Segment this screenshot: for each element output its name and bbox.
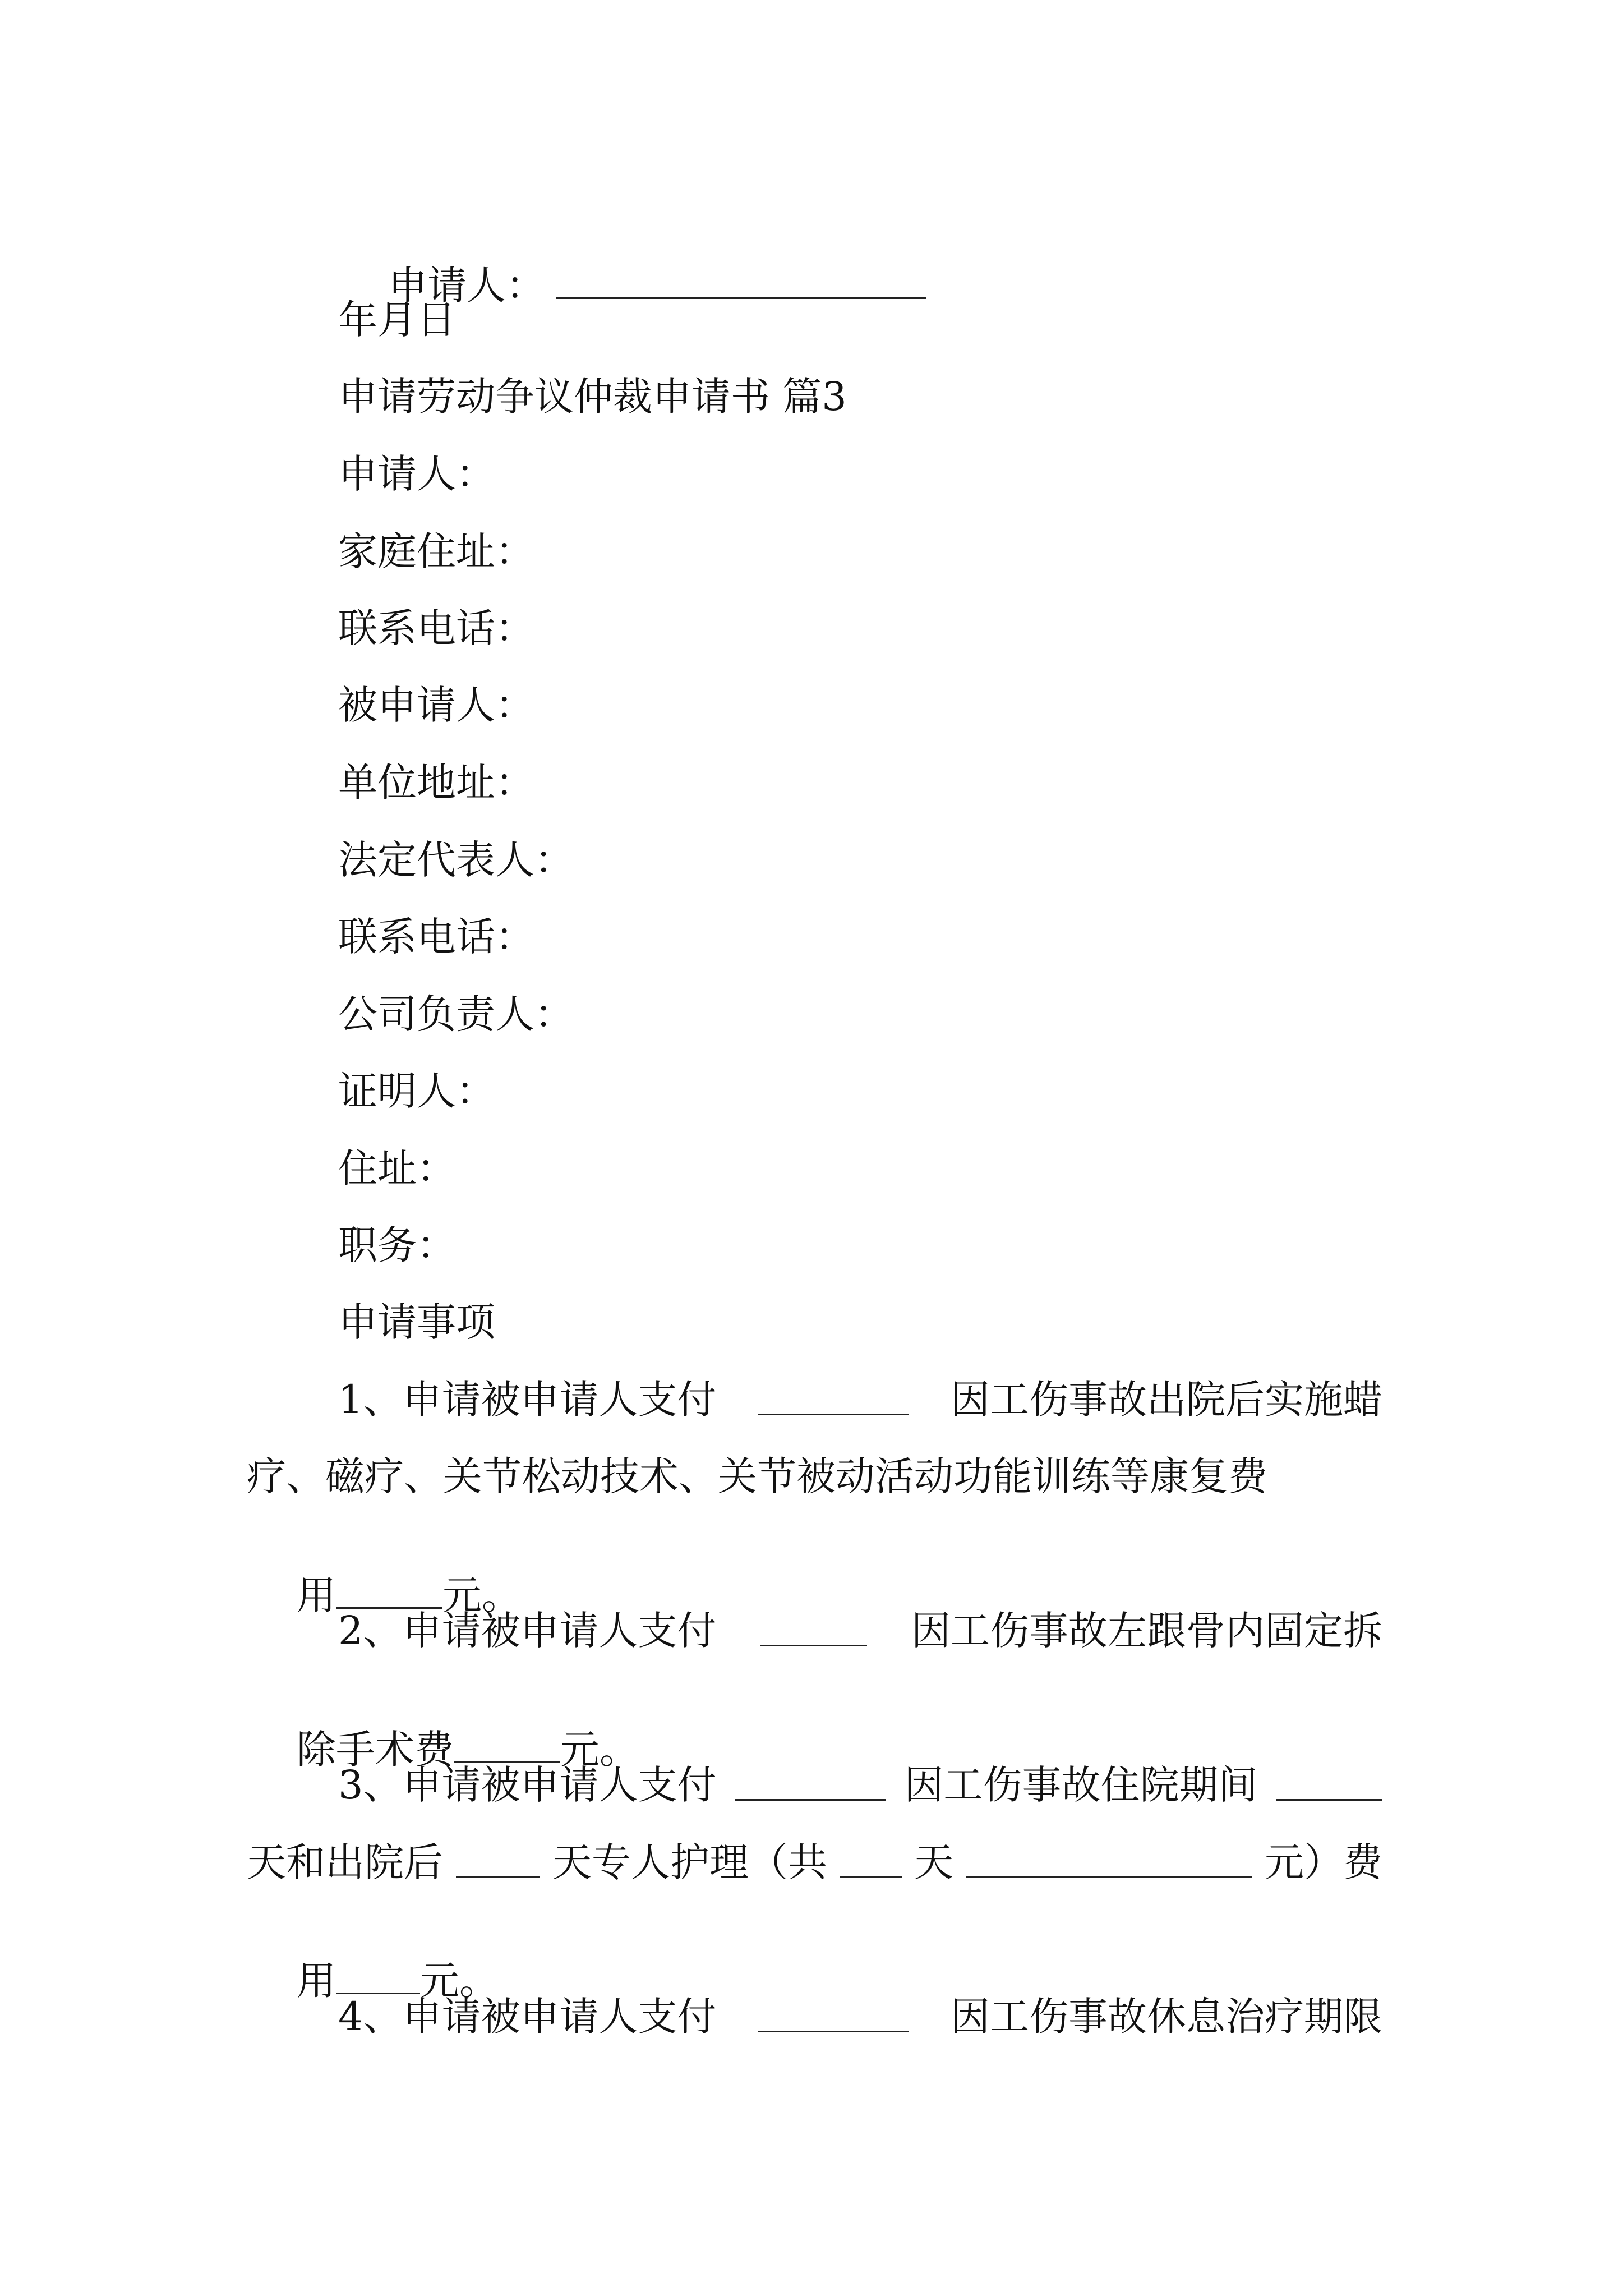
home-address-field: 家庭住址： <box>338 528 534 574</box>
item-3-line-1: 3、申请被申请人支付 因工伤事故住院期间 <box>338 1765 1382 1805</box>
blank <box>966 1843 1252 1878</box>
item-2-line-2: 除手术费 元。 <box>297 1727 639 1773</box>
item-1-line-1: 1、申请被申请人支付 因工伤事故出院后实施蜡 <box>338 1377 1382 1423</box>
blank <box>735 1765 886 1801</box>
phone-field: 联系电话： <box>338 605 534 651</box>
blank <box>760 1611 867 1646</box>
blank <box>454 1728 560 1763</box>
blank <box>840 1843 902 1878</box>
unit-address-field: 单位地址： <box>338 760 534 806</box>
respondent-field: 被申请人： <box>338 682 534 728</box>
item-2-line-1: 2、申请被申请人支付 因工伤事故左跟骨内固定拆 <box>338 1608 1382 1654</box>
position-field: 职务： <box>338 1222 456 1268</box>
applicant-field: 申请人： <box>338 451 495 497</box>
section-title: 申请劳动争议仲裁申请书 篇3 <box>338 374 847 420</box>
blank <box>456 1843 540 1878</box>
blank <box>336 1573 442 1609</box>
company-head-field: 公司负责人： <box>338 991 574 1037</box>
item-4-line-1: 4、申请被申请人支付 因工伤事故休息治疗期限 <box>338 1994 1382 2040</box>
blank <box>1276 1765 1382 1801</box>
address-field: 住址： <box>338 1145 456 1191</box>
legal-rep-field: 法定代表人： <box>338 837 574 883</box>
date-line: 年月日 <box>338 297 456 343</box>
signature-blank <box>556 264 926 299</box>
item-3-line-2: 天和出院后 天专人护理（共 天 元）费 <box>247 1839 1382 1885</box>
item-3-line-3: 用 元。 <box>297 1958 499 2004</box>
phone-field-2: 联系电话： <box>338 914 534 960</box>
item-1-line-2: 疗、磁疗、关节松动技术、关节被动活动功能训练等康复费 <box>247 1453 1267 1499</box>
blank <box>336 1959 420 1994</box>
matters-heading: 申请事项 <box>338 1299 495 1345</box>
item-1-line-3: 用 元。 <box>297 1572 522 1618</box>
applicant-signature-label: 申请人： <box>388 263 546 309</box>
blank <box>758 1380 909 1415</box>
blank <box>758 1997 909 2032</box>
witness-field: 证明人： <box>338 1068 495 1114</box>
